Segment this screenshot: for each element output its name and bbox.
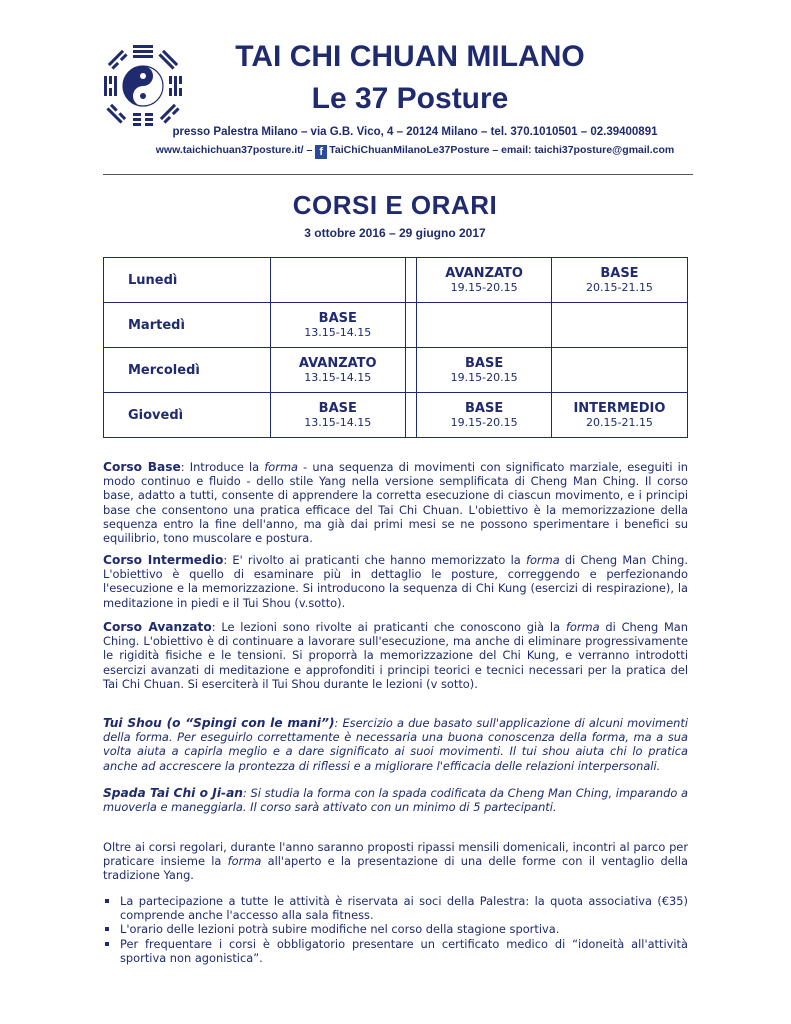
spada-title: Spada Tai Chi o Ji-an <box>103 786 243 800</box>
schedule-table <box>103 257 688 438</box>
course-base-text1: : Introduce la <box>180 460 265 474</box>
course-intermedio-text1: : E' rivolto ai praticanti che hanno memorizzato la <box>223 553 526 567</box>
course-time: 13.15-14.15 <box>304 326 372 339</box>
contact-line <box>140 144 690 159</box>
facebook-icon[interactable]: f <box>315 145 327 159</box>
course-level: INTERMEDIO <box>573 401 666 416</box>
schedule-slot-3 <box>551 348 687 393</box>
course-level: BASE <box>318 311 357 326</box>
email-text[interactable]: – email: taichi37posture@gmail.com <box>489 144 675 156</box>
course-base-text2: - una sequenza di movimenti con significato marziale, eseguiti in modo continuo e fluido - dello stile Yang nella versione semplificata di Cheng Man Ching. Il corso base, adatto a tutti, consente di apprendere la corretta esecuzione di ciascun movimento, e i principi base che consentono una pratica efficace del Tai Chi Chuan. L'obiettivo è la memorizzazione della sequenza entro la fine dell'anno, ma già dai primi mesi se ne possono sperimentare i benefici su equilibrio, tono muscolare e postura. <box>103 460 688 546</box>
course-time: 19.15-20.15 <box>450 416 518 429</box>
schedule-gap <box>405 348 417 393</box>
schedule-row <box>104 393 688 438</box>
schedule-slot-1 <box>270 348 405 393</box>
tui-shou-text: : Esercizio a due basato sull'applicazione di alcuni movimenti della forma. Per eseguirlo correttamente è necessaria una buona conoscenza della forma, ma a sua volta aiuta a capirla meglio e a dare significato ai suoi movimenti. Il tui shou aiuta chi lo pratica anche ad accrescere la prontezza di riflessi e a migliorare l'efficacia delle relazioni interpersonali. <box>103 716 688 773</box>
schedule-gap <box>405 258 417 303</box>
website-link[interactable]: www.taichichuan37posture.it/ – <box>155 144 313 156</box>
course-time: 13.15-14.15 <box>304 416 372 429</box>
schedule-slot-3 <box>551 258 687 303</box>
site-title: TAI CHI CHUAN MILANO <box>235 40 585 73</box>
course-level: AVANZATO <box>298 356 377 371</box>
course-base <box>103 460 688 545</box>
schedule-row <box>104 303 688 348</box>
course-level: BASE <box>465 401 504 416</box>
schedule-day: Mercoledì <box>104 348 271 393</box>
extra-text1: Oltre ai corsi regolari, durante l'anno saranno proposti ripassi mensili domenicali, incontri al parco per praticare insieme la <box>103 840 688 869</box>
course-avanzato-text2: di Cheng Man Ching. L'obiettivo è di continuare a lavorare sull'esecuzione, ma anche di eliminare progressivamente le rigidità fisiche e le tensioni. Si proporrà la memorizzazione del Chi Kung, e verranno introdotti esercizi avanzati di meditazione e approfonditi i principi teorici e tecnici necessari per la pratica del Tai Chi Chuan. Si eserciterà il Tui Shou durante le lezioni (v sotto). <box>103 620 689 691</box>
note-item: Per frequentare i corsi è obbligatorio presentare un certificato medico di “idoneità all'attività sportiva non agonistica”. <box>103 937 688 965</box>
course-base-forma: forma <box>264 460 299 474</box>
course-avanzato-text1: : Le lezioni sono rivolte ai praticanti che conoscono già la <box>211 620 566 634</box>
course-time: 19.15-20.15 <box>450 281 518 294</box>
course-intermedio-forma: forma <box>525 553 560 567</box>
course-time: 20.15-21.15 <box>585 281 653 294</box>
schedule-gap <box>405 393 417 438</box>
season-dates: 3 ottobre 2016 – 29 giugno 2017 <box>304 226 486 240</box>
schedule-gap <box>405 303 417 348</box>
tui-shou <box>103 716 688 773</box>
course-intermedio-title: Corso Intermedio <box>103 553 224 567</box>
course-avanzato-forma: forma <box>565 620 600 634</box>
yin-yang-trigram-icon <box>100 42 186 130</box>
schedule-day: Martedì <box>104 303 271 348</box>
notes-list <box>103 894 688 965</box>
schedule-row <box>104 258 688 303</box>
header-divider <box>103 174 693 175</box>
schedule-slot-2 <box>417 348 552 393</box>
course-base-title: Corso Base <box>103 460 181 474</box>
spada <box>103 786 688 814</box>
schedule-slot-1 <box>270 393 405 438</box>
course-time: 13.15-14.15 <box>304 371 372 384</box>
note-item: L'orario delle lezioni potrà subire modifiche nel corso della stagione sportiva. <box>103 922 688 936</box>
schedule-slot-2 <box>417 303 552 348</box>
section-title: CORSI E ORARI <box>292 190 498 220</box>
course-level: BASE <box>465 356 504 371</box>
course-avanzato <box>103 620 688 691</box>
note-item: La partecipazione a tutte le attività è riservata ai soci della Palestra: la quota associativa (€35) comprende anche l'accesso alla sala fitness. <box>103 894 688 922</box>
schedule-day: Lunedì <box>104 258 271 303</box>
course-time: 19.15-20.15 <box>450 371 518 384</box>
extra-activities <box>103 840 688 883</box>
schedule-slot-3 <box>551 303 687 348</box>
schedule-row <box>104 348 688 393</box>
address-line: presso Palestra Milano – via G.B. Vico, 4 – 20124 Milano – tel. 370.1010501 – 02.39400891 <box>172 126 658 138</box>
facebook-link[interactable]: TaiChiChuanMilanoLe37Posture <box>329 144 490 156</box>
course-level: AVANZATO <box>445 266 523 281</box>
course-avanzato-title: Corso Avanzato <box>103 620 212 634</box>
tui-shou-title: Tui Shou (o “Spingi con le mani”) <box>103 716 335 730</box>
course-intermedio-text2: di Cheng Man Ching. L'obiettivo è quello di esaminare più in dettaglio le posture, correggendo e perfezionando l'esecuzione e la memorizzazione. Si introducono la sequenza di Chi Kung (esercizi di respirazione), la meditazione in piedi e il Tui Shou (v.sotto). <box>103 553 688 610</box>
schedule-slot-3 <box>551 393 687 438</box>
course-level: BASE <box>600 266 639 281</box>
course-level: BASE <box>318 401 357 416</box>
schedule-slot-1 <box>270 258 405 303</box>
site-subtitle: Le 37 Posture <box>311 82 509 115</box>
extra-forma: forma <box>227 854 262 869</box>
schedule-slot-2 <box>417 393 552 438</box>
course-intermedio <box>103 553 688 610</box>
extra-text2: all'aperto e la presentazione di una delle forme con il ventaglio della tradizione Yang. <box>103 854 688 883</box>
course-time: 20.15-21.15 <box>585 416 653 429</box>
schedule-day: Giovedì <box>104 393 271 438</box>
schedule-slot-1 <box>270 303 405 348</box>
spada-text: : Si studia la forma con la spada codificata da Cheng Man Ching, imparando a muoverla e maneggiarla. Il corso sarà attivato con un minimo di 5 partecipanti. <box>103 786 688 815</box>
schedule-slot-2 <box>417 258 552 303</box>
